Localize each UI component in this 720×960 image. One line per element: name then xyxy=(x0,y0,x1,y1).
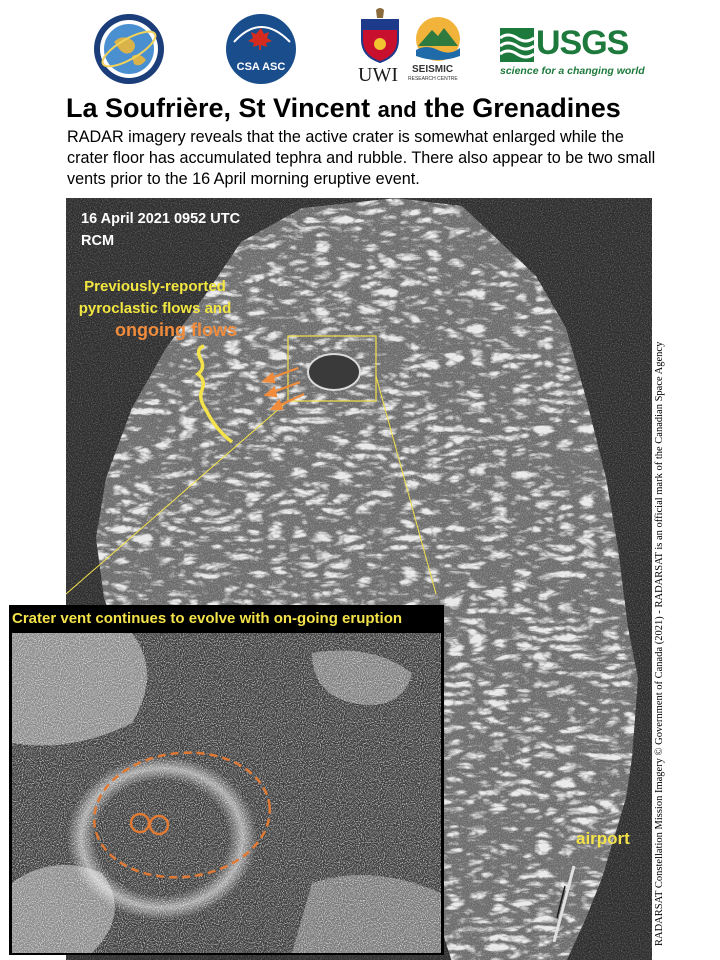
title-and: and xyxy=(377,97,417,122)
volcano-wave-icon xyxy=(414,16,462,62)
ongoing-flows-label: ongoing flows xyxy=(115,320,237,340)
uwi-logo xyxy=(356,6,404,86)
usgs-logo xyxy=(500,24,645,82)
uwi-label: UWI xyxy=(358,64,398,86)
crater-radar-graphic xyxy=(12,633,441,953)
csa-asc-label: CSA ASC xyxy=(236,61,286,73)
seismic-sublabel: RESEARCH CENTRE xyxy=(408,76,458,82)
title-part-2: the Grenadines xyxy=(416,93,621,123)
acquisition-date: 16 April 2021 0952 UTC xyxy=(81,211,241,227)
title-part-1: La Soufrière, St Vincent xyxy=(66,93,378,123)
usgs-tagline: science for a changing world xyxy=(500,65,645,77)
previous-flows-label: Previously-reported pyroclastic flows and xyxy=(78,278,232,317)
airport-label: airport xyxy=(576,829,630,848)
crest-icon xyxy=(356,6,404,64)
crater-inset-image xyxy=(12,633,441,953)
crater-inset xyxy=(9,605,444,955)
page-title xyxy=(66,93,621,124)
imagery-credit: RADARSAT Constellation Mission Imagery © Government of Canada (2021) - RADARSAT is an official mark of the Canadian Space Agency xyxy=(654,341,665,946)
space-agency-seal-icon xyxy=(92,12,166,86)
seismic-label: SEISMIC xyxy=(412,64,454,75)
description-text: RADAR imagery reveals that the active crater is somewhat enlarged while the crater floor has accumulated tephra and rubble. There also appear to be two small vents prior to the 16 April morning eruptive event. xyxy=(67,128,656,188)
usgs-label: USGS xyxy=(536,24,629,62)
csa-asc-logo-icon xyxy=(224,12,298,86)
inset-title: Crater vent continues to evolve with on-going eruption xyxy=(12,610,403,627)
sensor-label: RCM xyxy=(81,233,115,249)
logo-strip xyxy=(0,0,720,92)
usgs-waves-icon xyxy=(500,28,534,62)
image-date-label xyxy=(81,208,240,252)
seismic-logo xyxy=(408,16,468,86)
